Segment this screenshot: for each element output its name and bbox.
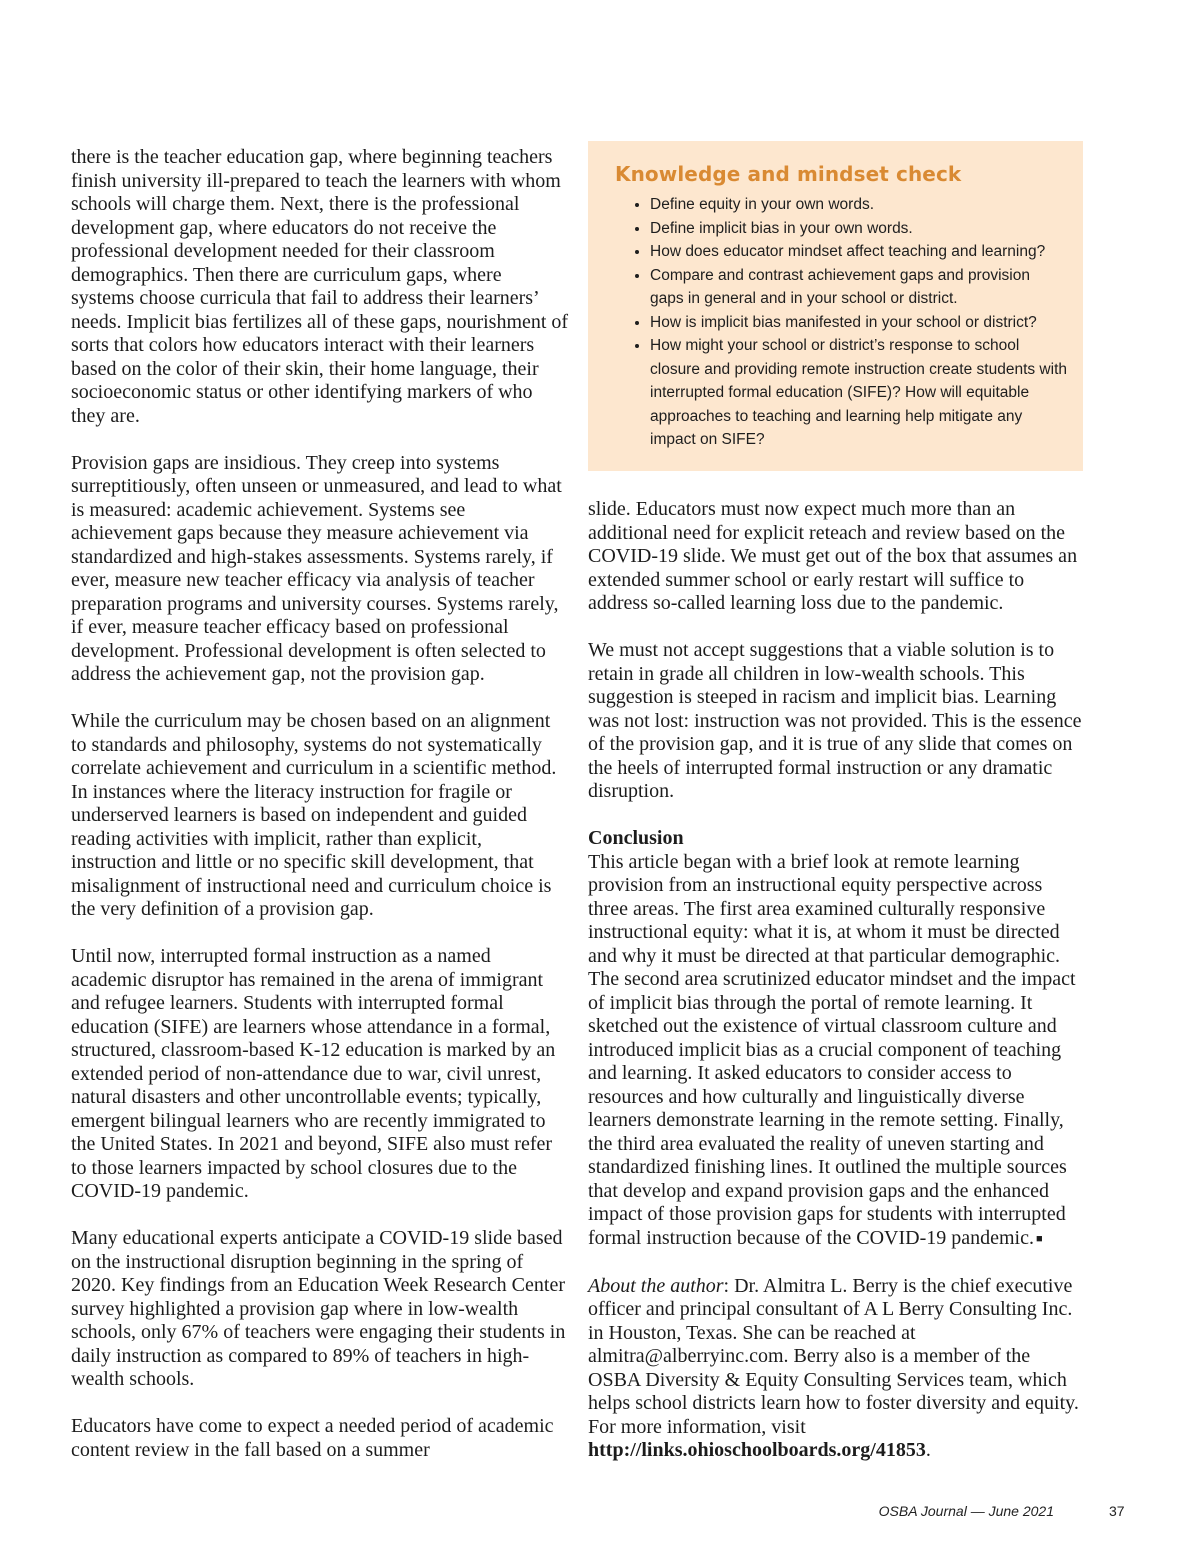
body-paragraph: slide. Educators must now expect much more than an additional need for explicit reteach and review based on the COVID-19 slide. We must get out of the box that assumes an extended summer school or early restart will suffice to address so-called learning loss due to the pandemic. — [588, 498, 1078, 614]
body-paragraph: there is the teacher education gap, where beginning teachers finish university ill-prepared to teach the learners with whom schools will charge them. Next, there is the professional development gap, where educators do not receive the professional development needed for their classroom demographics. Then there are curriculum gaps, where systems choose curricula that fail to address their learners’ needs. Implicit bias fertilizes all of these gaps, nourishment of sorts that colors how educators interact with their learners based on the color of their skin, their home language, their socioeconomic status or other identifying markers of who they are. — [71, 146, 569, 427]
author-bio — [588, 1275, 1085, 1463]
body-paragraph: Many educational experts anticipate a COVID-19 slide based on the instructional disruption beginning in the spring of 2020. Key findings from an Education Week Research Center survey highlighted a provision gap where in low-wealth schools, only 67% of teachers were engaging their students in daily instruction as compared to 89% of teachers in high-wealth schools. — [71, 1227, 566, 1390]
body-paragraph: Provision gaps are insidious. They creep into systems surreptitiously, often unseen or unmeasured, and lead to what is measured: academic achievement. Systems see achievement gaps because they measure achievement via standardized and high-stakes assessments. Systems rarely, if ever, measure new teacher efficacy via analysis of teacher preparation programs and university courses. Systems rarely, if ever, measure teacher efficacy based on professional development. Professional development is often selected to address the achievement gap, not the provision gap. — [71, 451, 562, 685]
author-link[interactable]: http://links.ohioschoolboards.org/41853 — [588, 1439, 926, 1461]
conclusion-heading: Conclusion — [588, 827, 684, 849]
body-paragraph: Educators have come to expect a needed period of academic content review in the fall based on a summer — [71, 1415, 554, 1461]
body-paragraph: While the curriculum may be chosen based on an alignment to standards and philosophy, systems do not systematically correlate achievement and curriculum in a scientific method. In instances where the literacy instruction for fragile or underserved learners is based on independent and guided reading activities with implicit, rather than explicit, instruction and little or no specific skill development, that misalignment of instructional need and curriculum choice is the very definition of a provision gap. — [71, 710, 557, 920]
sidebar-question: • Define equity in your own words. — [650, 193, 1067, 217]
left-column — [71, 146, 569, 1462]
body-paragraph: Until now, interrupted formal instruction as a named academic disruptor has remained in the arena of immigrant and refugee learners. Students with interrupted formal education (SIFE) are learners whose attendance in a formal, structured, classroom-based K-12 education is marked by an extended period of non-attendance due to war, civil unrest, natural disasters and other uncontrollable events; typically, emergent bilingual learners who are recently immigrated to the United States. In 2021 and beyond, SIFE also must refer to those learners impacted by school closures due to the COVID-19 pandemic. — [71, 945, 556, 1202]
conclusion-section — [588, 827, 1085, 1251]
sidebar-question: • Define implicit bias in your own words. — [650, 217, 1067, 241]
journal-footer: OSBA Journal — June 2021 — [878, 1503, 1054, 1519]
sidebar-question-list — [615, 193, 1067, 452]
sidebar-question: • How might your school or district’s response to school closure and providing remote instruction create students with interrupted formal education (SIFE)? How will equitable approaches to teaching and learning help mitigate any impact on SIFE? — [650, 334, 1067, 452]
author-end: . — [925, 1439, 931, 1461]
sidebar-title: Knowledge and mindset check — [615, 162, 962, 186]
page-number: 37 — [1109, 1503, 1125, 1519]
body-paragraph: We must not accept suggestions that a viable solution is to retain in grade all children in low-wealth schools. This suggestion is steeped in racism and implicit bias. Learning was not lost: instruction was not provided. This is the essence of the provision gap, and it is true of any slide that comes on the heels of interrupted formal instruction or any dramatic disruption. — [588, 639, 1082, 802]
end-mark-icon: ■ — [1035, 1232, 1043, 1245]
knowledge-check-sidebar — [588, 141, 1083, 471]
conclusion-text: This article began with a brief look at remote learning provision from an instructional equity perspective across three areas. The first area examined culturally responsive instructional equity: what it is, at whom it must be directed and why it must be directed at that particular demographic. The second area scrutinized educator mindset and the impact of implicit bias through the portal of remote learning. It sketched out the existence of virtual classroom culture and introduced implicit bias as a crucial component of teaching and learning. It asked educators to consider access to resources and how culturally and linguistically diverse learners demonstrate learning in the remote setting. Finally, the third area evaluated the reality of uneven starting and standardized finishing lines. It outlined the multiple sources that develop and expand provision gaps and the enhanced impact of those provision gaps for students with interrupted formal instruction because of the COVID-19 pandemic. — [588, 850, 1076, 1249]
sidebar-question: • How does educator mindset affect teaching and learning? — [650, 240, 1067, 264]
author-label: About the author — [588, 1274, 724, 1297]
right-column — [588, 498, 1085, 1463]
sidebar-question: • Compare and contrast achievement gaps and provision gaps in general and in your school or district. — [650, 264, 1067, 311]
sidebar-question: • How is implicit bias manifested in your school or district? — [650, 311, 1067, 335]
author-text: : Dr. Almitra L. Berry is the chief executive officer and principal consultant of A L Berry Consulting Inc. in Houston, Texas. She can be reached at almitra@alberryinc.com. Berry also is a member of the OSBA Diversity & Equity Consulting Services team, which helps school districts learn how to foster diversity and equity. For more information, visit — [588, 1274, 1079, 1438]
